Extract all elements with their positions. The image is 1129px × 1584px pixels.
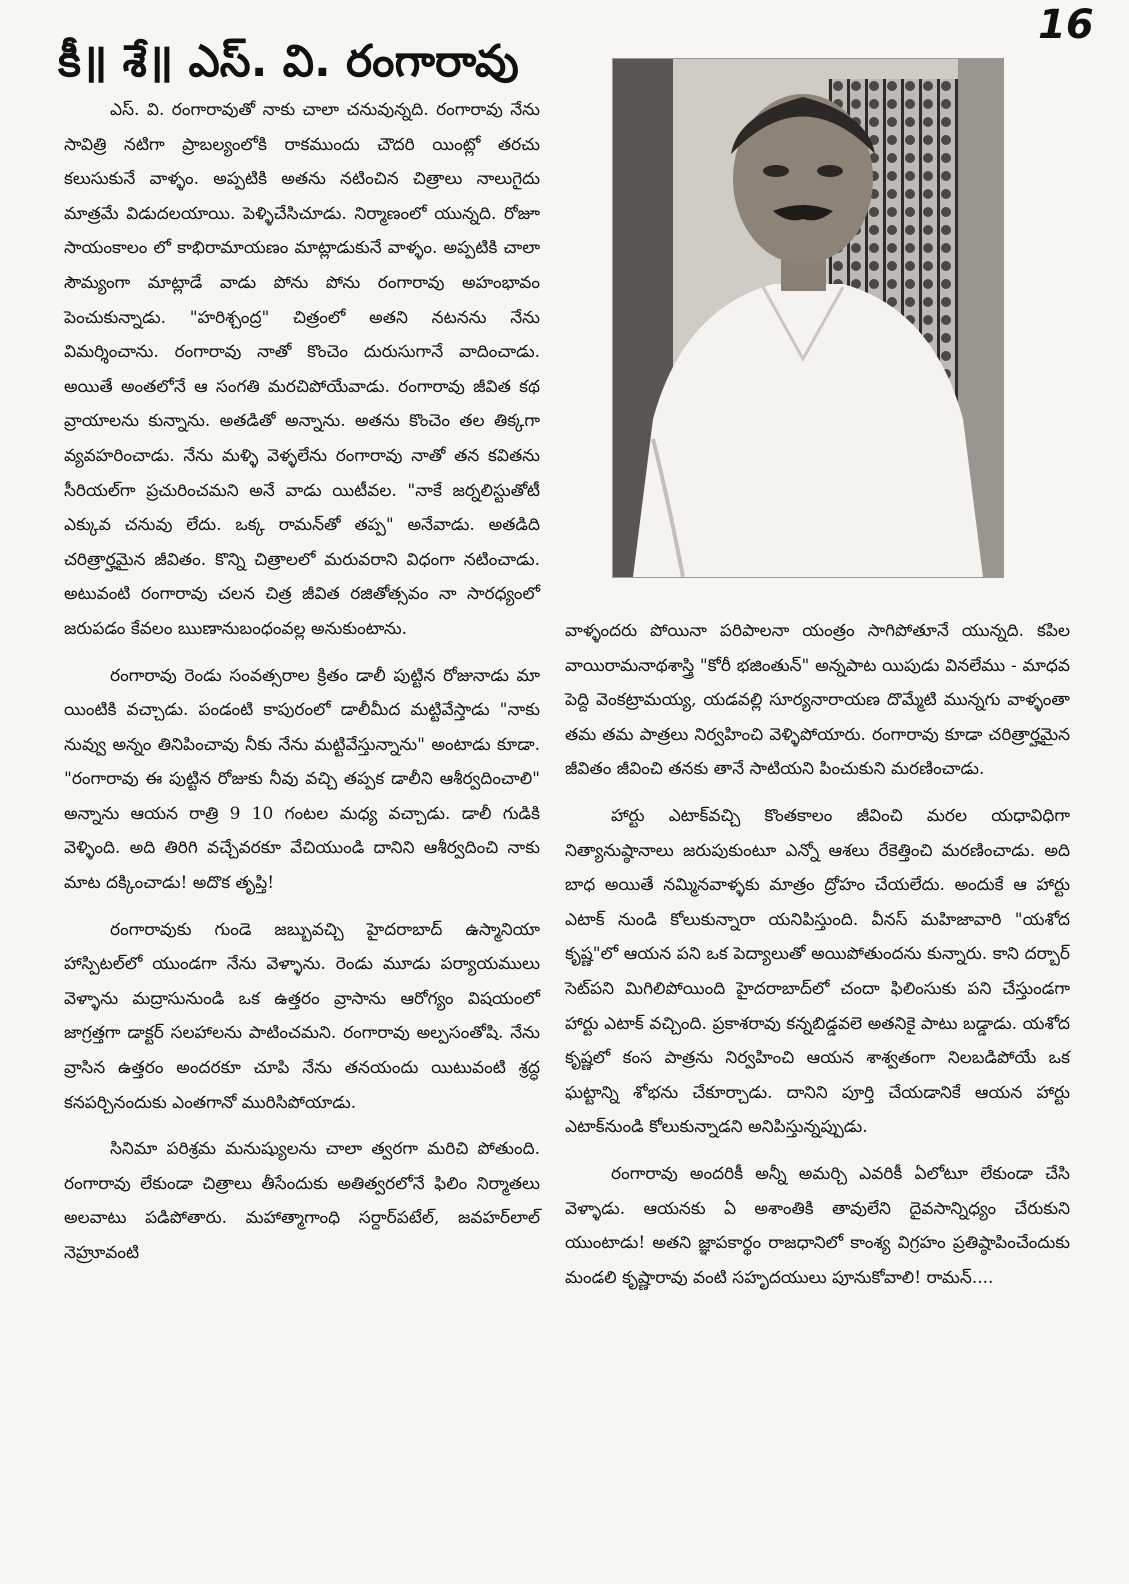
paragraph: హార్టు ఎటాక్‌వచ్చి కొంతకాలం జీవించి మరల యధావిధిగా నిత్యానుష్ఠానాలు జరుపుకుంటూ ఎన్నో ఆశలు రేకెత్తించి మరణించాడు. అది బాధ అయితే నమ్మినవాళ్ళకు మాత్రం ద్రోహం చేయలేదు. అందుకే ఆ హార్టు ఎటాక్ నుండి కోలుకున్నారా యనిపిస్తుంది. వీనస్ మహిజావారి "యశోద కృష్ణ"లో ఆయన పని ఒక పెద్యాలుతో అయిపోతుందను కున్నారు. కాని దర్బార్ సెట్‌పని మిగిలిపోయింది హైదరాబాద్‌లో చందా ఫిలింసుకు పని చేస్తుండగా హార్టు ఎటాక్ వచ్చింది. ప్రకాశరావు కన్నబిడ్డవలె అతనికై పాటు బడ్డాడు. యశోద కృష్ణలో కంస పాత్రను నిర్వహించి ఆయన శాశ్వతంగా నిలబడిపోయే ఒక ఘట్టాన్ని శోభను చేకూర్చాడు. దానిని పూర్తి చేయడానికే ఆయన హార్టు ఎటాక్‌నుండి కోలుకున్నాడని అనిపిస్తున్నప్పుడు. [565,805,1070,1138]
right-column [565,614,1070,1307]
paragraph: ఎస్. వి. రంగారావుతో నాకు చాలా చనువున్నది. రంగారావు నేను సావిత్రి నటిగా ప్రాబల్యంలోకి రాకముందు చౌదరి యింట్లో తరచు కలుసుకునే వాళ్ళం. అప్పటికి అతను నటించిన చిత్రాలు నాలుగైదు మాత్రమే విడుదలయాయి. పెళ్ళిచేసిచూడు. నిర్మాణంలో యున్నది. రోజూ సాయంకాలం లో కాభిరామాయణం మాట్లాడుకునే వాళ్ళం. అప్పటికి చాలా సౌమ్యంగా మాట్లాడే వాడు పోను పోను రంగారావు అహంభావం పెంచుకున్నాడు. "హరిశ్చంద్ర" చిత్రంలో అతని నటనను నేను విమర్శించాను. రంగారావు నాతో కొంచెం దురుసుగానే వాదించాడు. అయితే అంతలోనే ఆ సంగతి మరచిపోయేవాడు. రంగారావు జీవిత కథ వ్రాయాలను కున్నాను. అతడితో అన్నాను. అతను కొంచెం తల తిక్కగా వ్యవహరించాడు. నేను మళ్ళి వెళ్ళలేను రంగారావు నాతో తన కవితను సీరియల్‌గా ప్రచురించమని అనే వాడు యిటీవల. "నాకే జర్నలిస్టుతోటీ ఎక్కువ చనువు లేదు. ఒక్క రామన్‌తో తప్ప" అనేవాడు. అతడిది చరిత్రార్హమైన జీవితం. కొన్ని చిత్రాలలో మరువరాని విధంగా నటించాడు. అటువంటి రంగారావు చలన చిత్ర జీవిత రజితోత్సవం నా సారధ్యంలో జరుపడం కేవలం ఋణానుబంధంవల్ల అనుకుంటాను. [64,100,540,639]
page-number: 16 [1038,2,1094,48]
portrait-photo-graphic [613,59,1003,577]
paragraph: రంగారావు రెండు సంవత్సరాల క్రితం డాలీ పుట్టిన రోజునాడు మా యింటికి వచ్చాడు. పండంటి కాపురంలో డాలీమీద మట్టివేస్తాడు "నాకు నువ్వు అన్నం తినిపించావు నీకు నేను మట్టివేస్తున్నాను" అంటాడు కూడా. "రంగారావు ఈ పుట్టిన రోజుకు నీవు వచ్చి తప్పక డాలీని ఆశీర్వదించాలి" అన్నాను ఆయన రాత్రి 9 10 గంటల మధ్య వచ్చాడు. డాలీ గుడికి వెళ్ళింది. అది తిరిగి వచ్చేవరకూ వేచియుండి దానిని ఆశీర్వదించి నాకు మాట దక్కించాడు! అదొక తృప్తి! [64,665,540,894]
portrait-photo [612,58,1004,578]
left-column [64,93,540,1283]
paragraph: రంగారావుకు గుండె జబ్బువచ్చి హైదరాబాద్ ఉస్మానియా హాస్పిటల్‌లో యుండగా నేను వెళ్ళాను. రెండు మూడు పర్యాయములు వెళ్ళాను మద్రాసునుండి ఒక ఉత్తరం వ్రాసాను ఆరోగ్యం విషయంలో జాగ్రత్తగా డాక్టర్ సలహాలను పాటించమని. రంగారావు అల్పసంతోషి. నేను వ్రాసిన ఉత్తరం అందరకూ చూపి నేను తనయందు యిటువంటి శ్రద్ధ కనపర్చినందుకు ఎంతగానో మురిసిపోయాడు. [64,919,540,1113]
paragraph: వాళ్ళందరు పోయినా పరిపాలనా యంత్రం సాగిపోతూనే యున్నది. కపిల వాయిరామనాథశాస్త్రి "కోరీ భజింతున్" అన్నపాట యిపుడు వినలేము - మాధవ పెద్ది వెంకట్రామయ్య, యడవల్లి సూర్యనారాయణ దొమ్మేటి మున్నగు వాళ్ళంతా తమ తమ పాత్రలు నిర్వహించి వెళ్ళిపోయారు. రంగారావు కూడా చరిత్రార్హమైన జీవితం జీవించి తనకు తానే సాటియని పించుకుని మరణించాడు. [565,621,1070,780]
paragraph: రంగారావు అందరికీ అన్నీ అమర్చి ఎవరికీ ఏలోటూ లేకుండా చేసి వెళ్ళాడు. ఆయనకు ఏ అశాంతికి తావులేని దైవసాన్నిధ్యం చేరుకుని యుంటాడు! అతని జ్ఞాపకార్థం రాజధానిలో కాంశ్య విగ్రహం ప్రతిష్ఠాపించేందుకు మండలి కృష్ణారావు వంటి సహృదయులు పూనుకోవాలి! రామన్.... [565,1163,1070,1288]
paragraph: సినిమా పరిశ్రమ మనుష్యులను చాలా త్వరగా మరిచి పోతుంది. రంగారావు లేకుండా చిత్రాలు తీసేందుకు అతిత్వరలోనే ఫిలిం నిర్మాతలు అలవాటు పడిపోతారు. మహాత్మాగాంధి సర్దార్‌పటేల్, జవహర్‌లాల్ నెహ్రూవంటి [64,1139,540,1263]
article-title: కీ॥ శే॥ ఎస్. వి. రంగారావు [58,36,519,87]
